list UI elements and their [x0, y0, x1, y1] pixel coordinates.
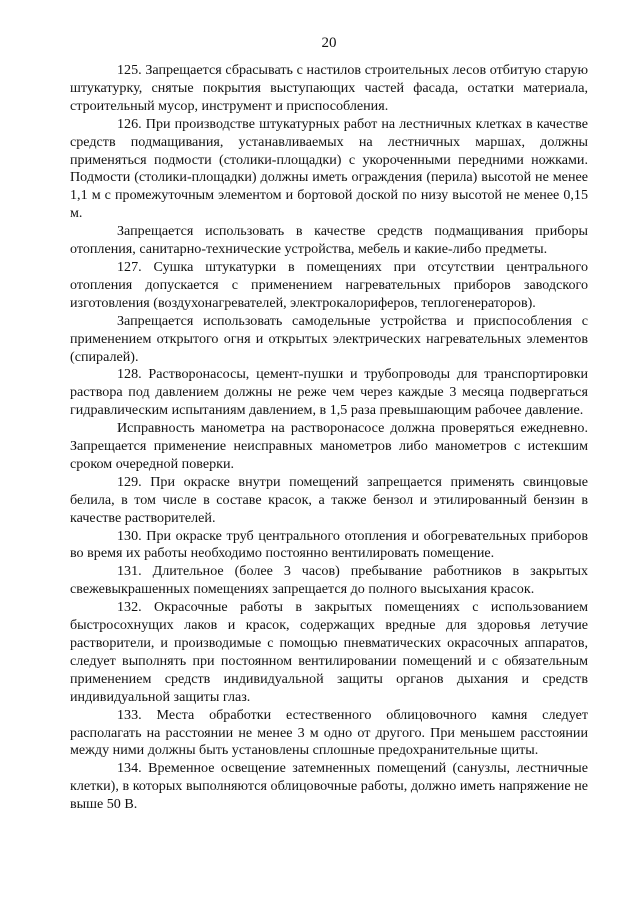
paragraph-128-note: Исправность манометра на растворонасосе должна проверяться ежедневно. Запрещается применение неисправных манометров либо манометров с истекшим сроком очередной поверки. — [70, 420, 588, 472]
paragraph-133: 133. Места обработки естественного облицовочного камня следует располагать на расстоянии не менее 3 м одно от другого. При меньшем расстоянии между ними должны быть установлены сплошные предохранительные щиты. — [70, 706, 588, 759]
paragraph-130: 130. При окраске труб центрального отопления и обогревательных приборов во время их работы необходимо постоянно вентилировать помещение. — [70, 527, 588, 562]
paragraph-128: 128. Растворонасосы, цемент-пушки и трубопроводы для транспортировки раствора под давлением должны не реже чем через каждые 3 месяца подвергаться гидравлическим испытаниям давлением, в 1,5 раза превышающим рабочее давление. — [70, 366, 588, 419]
page-number: 20 — [321, 35, 337, 51]
paragraph-126-note: Запрещается использовать в качестве средств подмащивания приборы отопления, санитарно-технические устройства, мебель и какие-либо предметы. — [70, 223, 588, 258]
paragraph-134: 134. Временное освещение затемненных помещений (санузлы, лестничные клетки), в которых выполняются облицовочные работы, должно иметь напряжение не выше 50 В. — [70, 760, 588, 813]
paragraph-126: 126. При производстве штукатурных работ на лестничных клетках в качестве средств подмащивания, устанавливаемых на лестничных маршах, должны применяться подмости (столики-площадки) с укороченными передними ножками. Подмости (столики-площадки) должны иметь ограждения (перила) высотой не менее 1,1 м с промежуточным элементом и бортовой доской по низу высотой не менее 0,15 м. — [70, 115, 588, 222]
paragraph-127: 127. Сушка штукатурки в помещениях при отсутствии центрального отопления допускается с применением нагревательных приборов заводского изготовления (воздухонагревателей, электрокалориферов, теплогенераторов). — [70, 258, 588, 311]
paragraph-127-note: Запрещается использовать самодельные устройства и приспособления с применением открытого огня и открытых электрических нагревательных элементов (спиралей). — [70, 312, 588, 365]
paragraph-131: 131. Длительное (более 3 часов) пребывание работников в закрытых свежевыкрашенных помещениях запрещается до полного высыхания красок. — [70, 563, 588, 598]
paragraph-132: 132. Окрасочные работы в закрытых помещениях с использованием быстросохнущих лаков и красок, содержащих вредные для здоровья летучие растворители, и производимые с помощью пневматических окрасочных аппаратов, следует выполнять при постоянном вентилировании помещений и с обязательным применением средств индивидуальной защиты органов дыхания и средств индивидуальной защиты глаз. — [70, 599, 588, 705]
paragraph-129: 129. При окраске внутри помещений запрещается применять свинцовые белила, в том числе в составе красок, а также бензол и этилированный бензин в качестве растворителей. — [70, 473, 588, 526]
paragraph-125: 125. Запрещается сбрасывать с настилов строительных лесов отбитую старую штукатурку, снятые покрытия выступающих частей фасада, остатки материала, строительный мусор, инструмент и приспособления. — [70, 62, 588, 114]
